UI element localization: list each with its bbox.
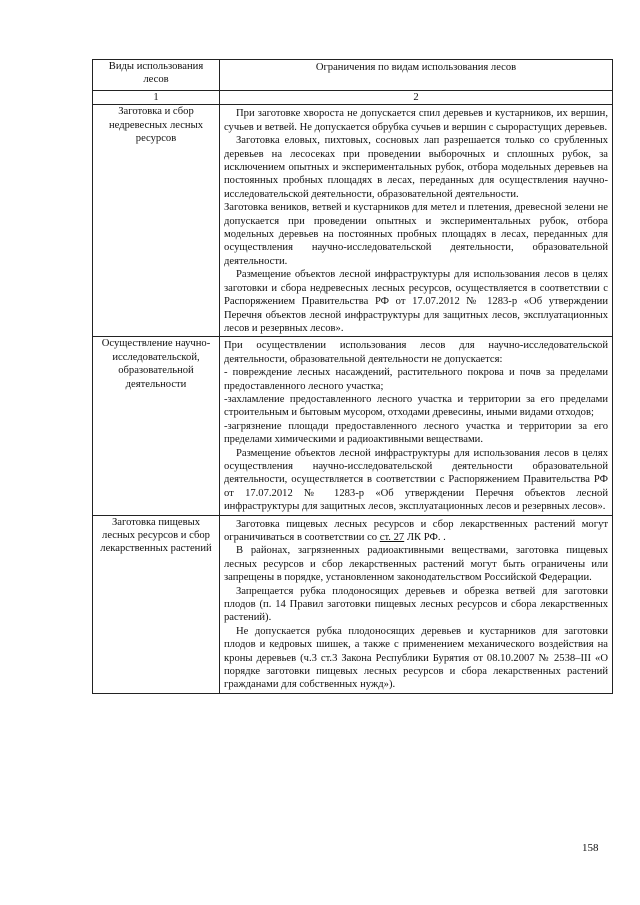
table-numbering-row [93,91,613,105]
column-header-restrictions: Ограничения по видам использования лесов [220,60,613,91]
restriction-paragraph: Заготовка еловых, пихтовых, сосновых лап разрешается только со срубленных деревьев на лесосеках при проведении выборочных и сплошных рубок, за исключением опытных и экспериментальных рубок, отбора модельных деревьев на постоянных пробных площадях в лесах, переданных для осуществления научно-исследовательской деятельности, образовательной деятельности. [224,135,608,200]
column-number-2: 2 [220,91,613,105]
use-type-cell: Осуществление научно-исследовательской, образовательной деятельности [93,337,220,515]
page-number: 158 [582,842,599,854]
restriction-paragraph: Заготовка веников, ветвей и кустарников для метел и плетения, древесной зелени не допускается при проведении опытных и экспериментальных рубок, отбора модельных деревьев на постоянных пробных площадях в лесах, переданных для осуществления научно-исследовательской деятельности, образовательной деятельности. [224,202,608,267]
restriction-text: ЛК РФ. . [404,532,446,543]
use-type-cell: Заготовка пищевых лесных ресурсов и сбор лекарственных растений [93,515,220,693]
restriction-text: Заготовка пищевых лесных ресурсов и сбор лекарственных растений могут ограничиваться в соответствии со [224,518,608,543]
restriction-paragraph [224,518,608,545]
restrictions-cell [220,515,613,693]
restriction-paragraph: Размещение объектов лесной инфраструктуры для использования лесов в целях заготовки и сбора недревесных лесных ресурсов, осуществляется в соответствии с Распоряжением Правительства РФ от 17.07.2012 № 1283-р «Об утверждении Перечня объектов лесной инфраструктуры для защитных лесов, эксплуатационных лесов и резервных лесов». [224,269,608,334]
restrictions-cell [220,337,613,515]
table-row [93,337,613,515]
restriction-paragraph: При осуществлении использования лесов для научно-исследовательской деятельности, образовательной деятельности не допускается: [224,340,608,365]
restriction-paragraph: Запрещается рубка плодоносящих деревьев и обрезка ветвей для заготовки плодов (п. 14 Правил заготовки пищевых лесных ресурсов и сбора лекарственных растений). [224,585,608,624]
restriction-paragraph: Не допускается рубка плодоносящих деревьев и кустарников для заготовки плодов и кедровых шишек, а также с применением механического воздействия на кроны деревьев (ч.3 ст.3 Закона Республики Бурятия от 08.10.2007 № 2538–III «О порядке заготовки пищевых лесных ресурсов и сбора лекарственных растений гражданами для собственных нужд»). [224,625,608,691]
table-header-row [93,60,613,91]
restrictions-table [92,59,613,694]
restriction-paragraph: -загрязнение площади предоставленного лесного участка и территории за его пределами химическими и радиоактивными веществами. [224,420,608,446]
table-row [93,105,613,337]
column-number-1: 1 [93,91,220,105]
law-article-link[interactable]: ст. 27 [379,532,405,543]
use-type-cell: Заготовка и сбор недревесных лесных ресурсов [93,105,220,337]
column-header-forest-use-types: Виды использования лесов [93,60,220,91]
restriction-paragraph: - повреждение лесных насаждений, растительного покрова и почв за пределами предоставленного лесного участка; [224,367,608,392]
table-row [93,515,613,693]
restrictions-cell [220,105,613,337]
restriction-paragraph: -захламление предоставленного лесного участка и территории за его пределами строительным и бытовым мусором, отходами древесины, иными видами отходов; [224,393,608,419]
restriction-paragraph: Размещение объектов лесной инфраструктуры для использования лесов в целях осуществления научно-исследовательской деятельности образовательной деятельности, осуществляется в соответствии с Распоряжением Правительства РФ от 17.07.2012 № 1283-р «Об утверждении Перечня объектов лесной инфраструктуры для защитных лесов, эксплуатационных лесов и резервных лесов». [224,447,608,513]
restriction-paragraph: В районах, загрязненных радиоактивными веществами, заготовка пищевых лесных ресурсов и сбор лекарственных растений могут быть ограничены или запрещены в порядке, установленном законодательством Российской Федерации. [224,545,608,584]
restriction-paragraph: При заготовке хвороста не допускается спил деревьев и кустарников, их вершин, сучьев и ветвей. Не допускается обрубка сучьев и вершин с сырорастущих деревьев. [224,108,608,133]
